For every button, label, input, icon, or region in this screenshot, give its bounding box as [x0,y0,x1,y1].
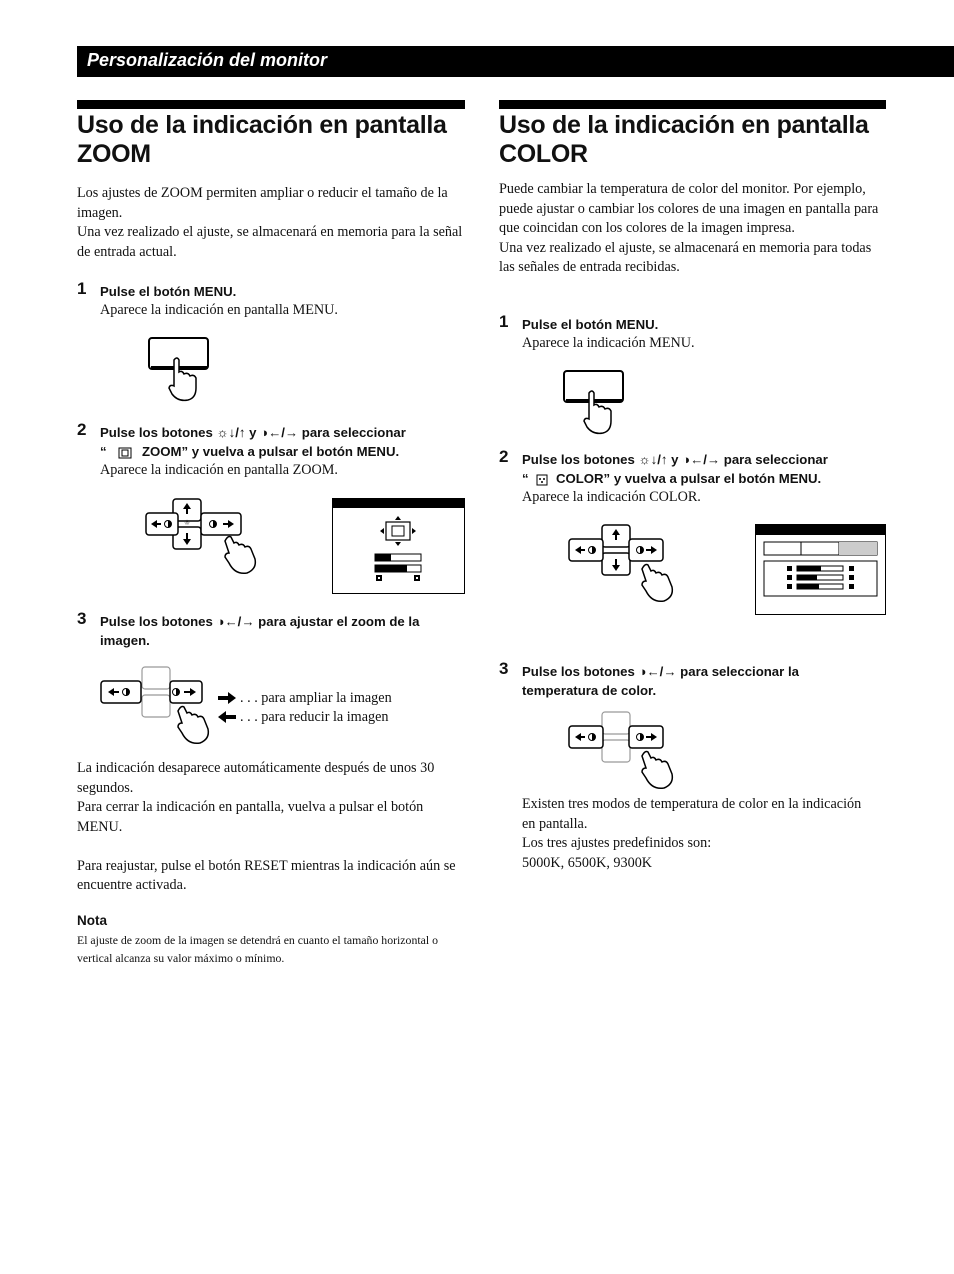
zoom-step2-instruction-b: ZOOM” y vuelva a pulsar el botón MENU. [141,444,400,459]
color-step2-instruction-b-wrap [522,469,821,488]
color-step1-result: Aparece la indicación MENU. [522,335,695,351]
color-step2-instruction-b: COLOR” y vuelva a pulsar el botón MENU. [555,471,822,486]
zoom-arrow-right-text: . . . para ampliar la imagen [240,690,392,706]
color-osd-icon [755,524,886,615]
arrow-right-icon [218,692,236,704]
direction-pad-icon [568,523,683,605]
color-intro-1: Puede cambiar la temperatura de color del monitor. Por ejemplo, puede ajustar o cambiar los colores de una imagen en pantalla para que coincidan con los colores de la imagen impresa. [499,181,879,236]
color-step2-instruction-a: Pulse los botones ☼↓/↑ y ◑←/→ para seleccionar [522,452,828,467]
color-small-icon [536,474,548,486]
color-closing-2: Los tres ajustes predefinidos son: [522,835,712,851]
zoom-closing-1: La indicación desaparece automáticamente después de unos 30 segundos. [77,760,435,796]
zoom-closing-3: Para reajustar, pulse el botón RESET mientras la indicación aún se encuentre activada. [77,857,456,893]
color-step1-instruction: Pulse el botón MENU. [522,317,659,332]
zoom-title [77,111,447,169]
color-step2-number: 2 [499,447,509,466]
color-title [499,111,869,169]
direction-pad-icon [145,497,260,579]
zoom-intro-1: Los ajustes de ZOOM permiten ampliar o reducir el tamaño de la imagen. [77,185,448,221]
zoom-step2-result: Aparece la indicación en pantalla ZOOM. [100,462,338,478]
color-step2-result: Aparece la indicación COLOR. [522,489,701,505]
zoom-closing-2: Para cerrar la indicación en pantalla, vuelva a pulsar el botón MENU. [77,799,424,835]
nota-text: El ajuste de zoom de la imagen se detendrá en cuanto el tamaño horizontal o vertical alcanza su valor máximo o mínimo. [77,933,438,965]
color-closing-3: 5000K, 6500K, 9300K [522,854,653,871]
color-title-line1: Uso de la indicación en pantalla [499,111,869,139]
menu-button-press-icon [148,336,210,404]
zoom-step3-instruction: Pulse los botones ◑←/→ para ajustar el zoom de la imagen. [100,614,420,648]
svg-text:☼: ☼ [183,519,191,527]
color-step3-instruction: Pulse los botones ◑←/→ para seleccionar la temperatura de color. [522,664,799,698]
zoom-step1-number: 1 [77,279,87,298]
direction-pad-icon [568,710,683,792]
color-closing-1: Existen tres modos de temperatura de color en la indicación en pantalla. [522,796,862,832]
zoom-intro [77,184,467,262]
zoom-step1-result: Aparece la indicación en pantalla MENU. [100,302,338,318]
zoom-closing [77,759,467,896]
zoom-step3-number: 3 [77,609,87,628]
zoom-small-icon [118,447,132,459]
zoom-arrow-left-text: . . . para reducir la imagen [240,709,389,725]
zoom-step2-number: 2 [77,420,87,439]
zoom-title-line2: ZOOM [77,140,151,168]
color-intro [499,180,887,278]
arrow-left-icon [218,711,236,723]
color-step1-number: 1 [499,312,509,331]
open-quote: “ [522,471,529,486]
open-quote: “ [100,444,107,459]
menu-button-press-icon [563,369,625,437]
color-intro-2: Una vez realizado el ajuste, se almacenará en memoria para todas las señales de entrada recibidas. [499,239,872,275]
direction-pad-icon [100,665,215,747]
zoom-title-rule [77,100,465,109]
color-step3-number: 3 [499,659,509,678]
zoom-step2-instruction-b-wrap [100,442,399,461]
zoom-osd-icon [332,498,465,594]
color-title-rule [499,100,886,109]
zoom-title-line1: Uso de la indicación en pantalla [77,111,447,139]
color-title-line2: COLOR [499,140,588,168]
nota-heading: Nota [77,913,107,928]
zoom-step1-instruction: Pulse el botón MENU. [100,284,237,299]
zoom-intro-2: Una vez realizado el ajuste, se almacenará en memoria para la señal de entrada actual. [77,224,463,260]
zoom-step2-instruction-a: Pulse los botones ☼↓/↑ y ◑←/→ para seleccionar [100,425,406,440]
color-closing [522,795,862,873]
section-title: Personalización del monitor [87,50,328,70]
